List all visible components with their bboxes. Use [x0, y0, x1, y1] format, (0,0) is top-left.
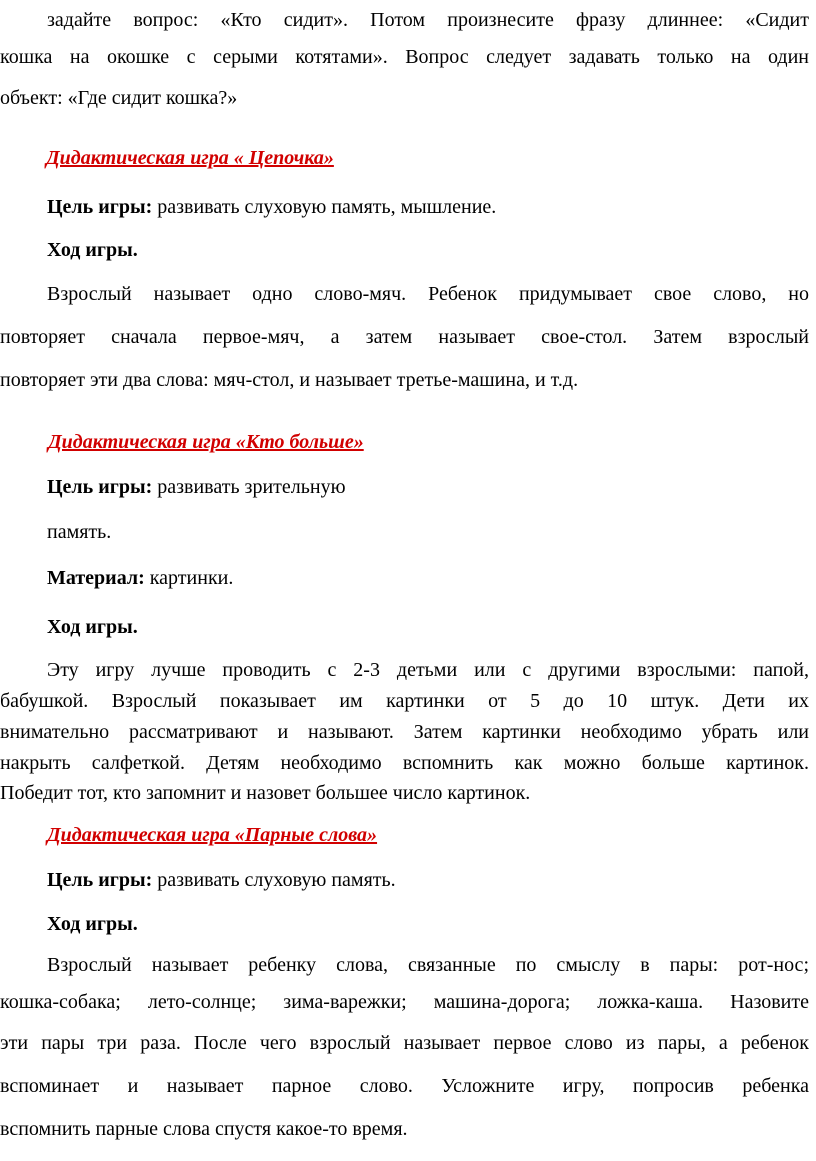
game2-title: Дидактическая игра «Кто больше» [48, 431, 364, 453]
game1-line-2: повторяет сначала первое-мяч, а затем называет свое-стол. Затем взрослый [0, 326, 809, 348]
game3-goal [47, 868, 396, 892]
game2-material-label: Материал: [47, 567, 145, 589]
game1-goal-label: Цель игры: [47, 196, 153, 218]
game3-line-1: Взрослый называет ребенку слова, связанные по смыслу в пары: рот-нос; [47, 954, 809, 976]
game3-goal-text: развивать слуховую память. [152, 869, 396, 891]
game2-material [47, 566, 233, 590]
game2-goal [47, 475, 346, 499]
game2-line-3: внимательно рассматривают и называют. Затем картинки необходимо убрать или [0, 721, 809, 743]
game1-course-label: Ход игры. [47, 239, 138, 261]
game2-material-text: картинки. [144, 567, 234, 589]
game3-line-2: кошка-собака; лето-солнце; зима-варежки; машина-дорога; ложка-каша. Назовите [0, 991, 809, 1013]
game2-line-2: бабушкой. Взрослый показывает им картинки от 5 до 10 штук. Дети их [0, 690, 809, 712]
game1-title: Дидактическая игра « Цепочка» [46, 147, 334, 169]
game1-line-1: Взрослый называет одно слово-мяч. Ребенок придумывает свое слово, но [47, 283, 809, 305]
game2-goal-text: развивать зрительную [152, 476, 346, 498]
game3-title: Дидактическая игра «Парные слова» [47, 824, 378, 846]
intro-line-1: задайте вопрос: «Кто сидит». Потом произнесите фразу длиннее: «Сидит [47, 9, 809, 31]
game1-goal [47, 195, 496, 219]
game1-goal-text: развивать слуховую память, мышление. [152, 196, 497, 218]
game1-line-3: повторяет эти два слова: мяч-стол, и называет третье-машина, и т.д. [0, 369, 579, 391]
game3-goal-label: Цель игры: [47, 869, 153, 891]
game2-goal-continuation: память. [47, 521, 112, 543]
intro-line-2: кошка на окошке с серыми котятами». Вопрос следует задавать только на один [0, 46, 809, 68]
game2-line-4: накрыть салфеткой. Детям необходимо вспомнить как можно больше картинок. [0, 752, 809, 774]
game3-course-label: Ход игры. [47, 913, 138, 935]
intro-line-3: объект: «Где сидит кошка?» [0, 87, 238, 109]
game2-goal-label: Цель игры: [47, 476, 153, 498]
game3-line-4: вспоминает и называет парное слово. Усложните игру, попросив ребенка [0, 1075, 809, 1097]
game2-line-5: Победит тот, кто запомнит и назовет большее число картинок. [0, 782, 531, 804]
game3-line-3: эти пары три раза. После чего взрослый называет первое слово из пары, а ребенок [0, 1032, 809, 1054]
game2-line-1: Эту игру лучше проводить с 2-3 детьми или с другими взрослыми: папой, [47, 659, 809, 681]
game2-course-label: Ход игры. [47, 616, 138, 638]
game3-line-5: вспомнить парные слова спустя какое-то время. [0, 1118, 408, 1140]
